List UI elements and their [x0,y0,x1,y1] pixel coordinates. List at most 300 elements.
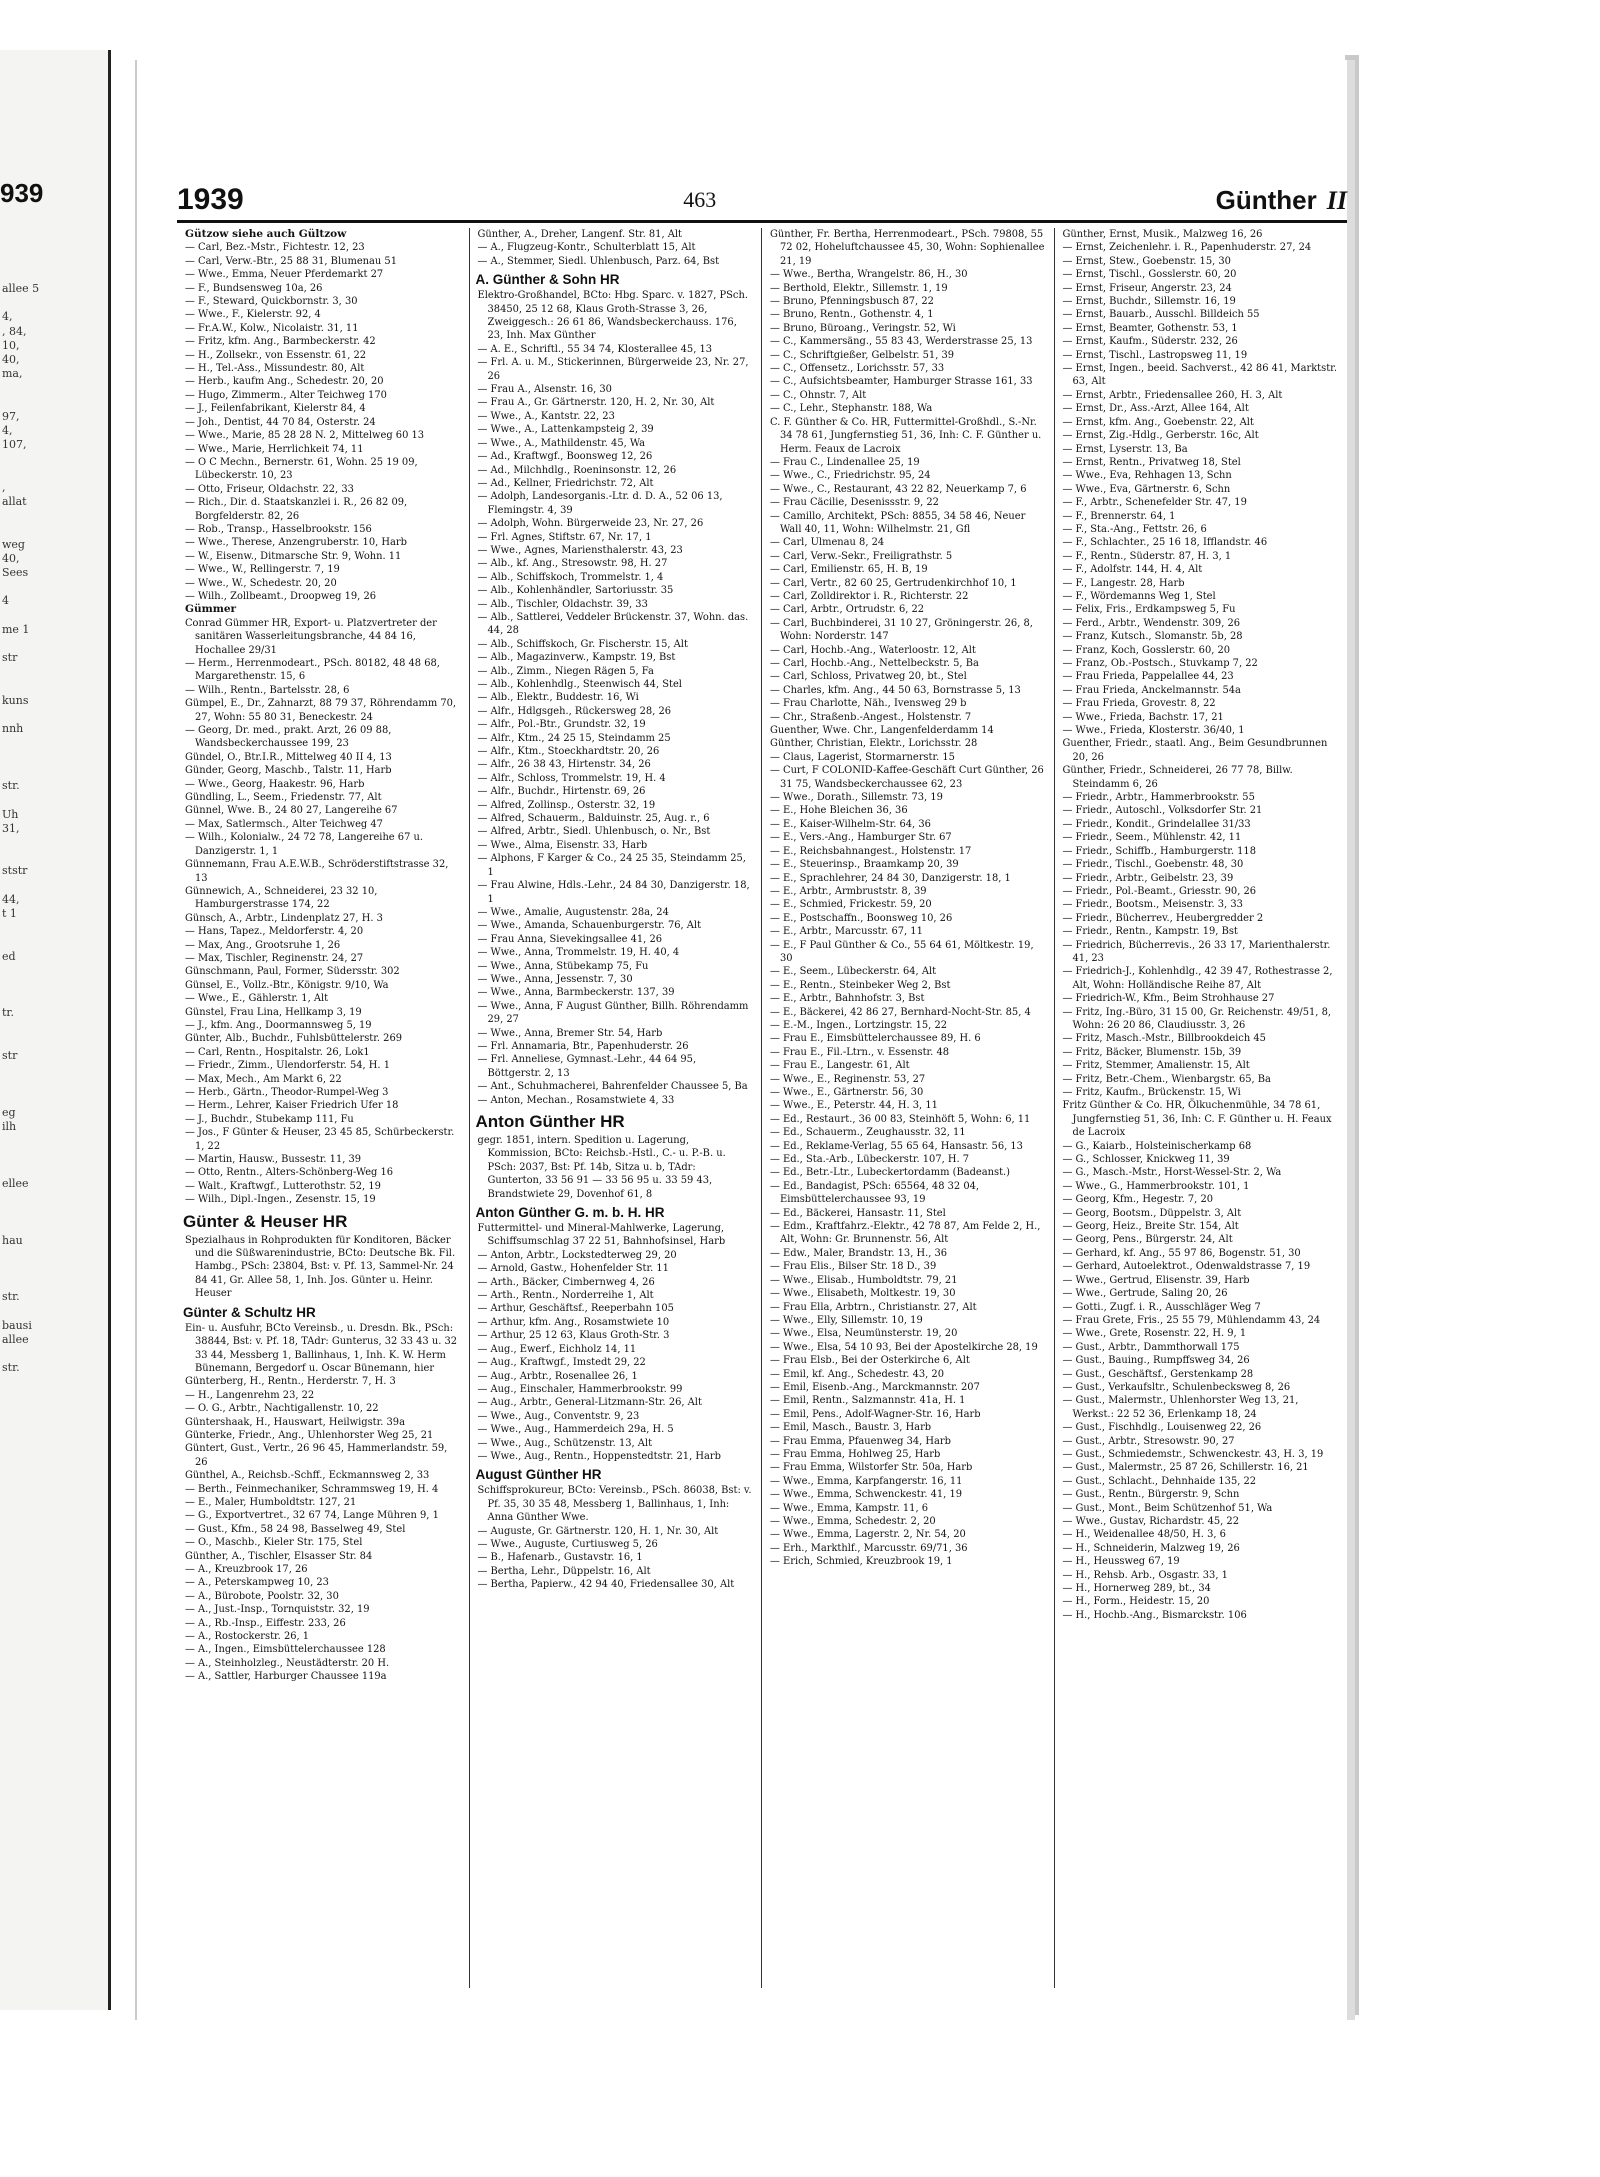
directory-entry: — Franz, Koch, Gosslerstr. 60, 20 [1062,644,1231,656]
column-4 [1055,228,1348,1988]
directory-entry: — Wwe., Emma, Karpfangerstr. 16, 11 [770,1475,963,1487]
directory-entry: — Gust., Fischhdlg., Louisenweg 22, 26 [1062,1422,1262,1434]
directory-entry: — Gust., Verkaufsltr., Schulenbecksweg 8, 26 [1062,1381,1291,1393]
directory-entry: — Gust., Malermstr., 25 87 26, Schillerstr. 16, 21 [1062,1462,1309,1474]
previous-page-fragment [2,1305,39,1319]
directory-entry: — H., Zollsekr., von Essenstr. 61, 22 [185,349,367,361]
directory-entry: — Wwe., Emma, Schedestr. 2, 20 [770,1516,936,1527]
previous-page-fragment [2,396,39,410]
directory-entry: — Frau Alwine, Hdls.-Lehr., 24 84 30, Danzigerstr. 18, 1 [477,880,750,905]
directory-entry: — Friedr., Schiffb., Hamburgerstr. 118 [1062,845,1256,857]
directory-entry: — Chr., Straßenb.-Angest., Holstenstr. 7 [770,711,972,723]
directory-entry: — Ed., Sta.-Arb., Lübeckerstr. 107, H. 7 [770,1154,970,1166]
directory-entry: — Gust., Kfm., 58 24 98, Basselweg 49, Stel [185,1523,406,1535]
directory-entry: — Wwe., A., Lattenkampsteig 2, 39 [477,424,654,436]
directory-entry: — Wwe., Aug., Conventstr. 9, 23 [477,1410,640,1422]
previous-page-fragment: tr. [2,1006,14,1020]
directory-entry: — Alb., Schiffskoch, Gr. Fischerstr. 15, Alt [477,638,688,650]
directory-entry: — Ad., Kellner, Friedrichstr. 72, Alt [477,477,654,489]
page-year: 1939 [177,183,244,216]
previous-page-fragment [2,836,39,850]
directory-entry: — Frl. Annamaria, Btr., Papenhuderstr. 26 [477,1040,689,1052]
directory-entry: — Rob., Transp., Hasselbrookstr. 156 [185,523,372,535]
directory-entry: — Ernst, Lyserstr. 13, Ba [1062,443,1188,455]
directory-entry: — F., Wördemanns Weg 1, Stel [1062,590,1216,602]
directory-entry: — Georg, Dr. med., prakt. Arzt, 26 09 88, Wandsbeckerchaussee 199, 23 [185,725,392,750]
directory-page [135,60,1347,2020]
previous-page-fragment [2,1148,39,1162]
directory-entry: — Ernst, Zeichenlehr. i. R., Papenhuderstr. 27, 24 [1062,242,1312,254]
directory-entry: — Ernst, Bauarb., Ausschl. Billdeich 55 [1062,309,1260,321]
directory-entry: — B., Hafenarb., Gustavstr. 16, 1 [477,1552,643,1564]
directory-entry: Günder, Georg, Maschb., Talstr. 11, Harb [185,765,392,777]
directory-entry: — F., Bundsensweg 10a, 26 [185,282,323,294]
directory-entry: — H., Hochb.-Ang., Bismarckstr. 106 [1062,1609,1247,1621]
previous-page-fragment [2,1134,39,1148]
directory-entry: Günthel, A., Reichsb.-Schff., Eckmannsweg 2, 33 [185,1470,430,1482]
directory-entry: — Frau Grete, Fris., 25 55 79, Mühlendamm 43, 24 [1062,1314,1321,1326]
directory-entry: — Frau Frieda, Anckelmannstr. 54a [1062,684,1241,696]
directory-entry: Guenther, Friedr., staatl. Ang., Beim Gesundbrunnen 20, 26 [1062,738,1328,763]
directory-entry: — Edw., Maler, Brandstr. 13, H., 36 [770,1247,948,1259]
directory-entry: — Wwe., Frieda, Klosterstr. 36/40, 1 [1062,725,1245,737]
directory-entry: — Gust., Arbtr., Stresowstr. 90, 27 [1062,1435,1235,1447]
previous-page-fragment: kuns [2,693,29,707]
directory-entry: — F., Steward, Quickbornstr. 3, 30 [185,296,358,308]
previous-page-fragment [2,665,39,679]
directory-entry: — E., Hohe Bleichen 36, 36 [770,805,908,817]
directory-entry: — Bruno, Büroang., Veringstr. 52, Wi [770,322,956,334]
directory-entry: — Frau Elsb., Bei der Osterkirche 6, Alt [770,1355,970,1367]
running-name: Günther [1215,184,1317,215]
directory-entry: — Georg, Heiz., Breite Str. 154, Alt [1062,1221,1239,1233]
directory-entry: — Georg, Kfm., Hegestr. 7, 20 [1062,1194,1214,1206]
directory-entry: — Wwe., E., Gählerstr. 1, Alt [185,993,329,1005]
previous-page-fragment: eg [2,1105,16,1119]
directory-entry: — Adolph, Wohn. Bürgerweide 23, Nr. 27, 26 [477,518,704,530]
directory-entry: — Wwe., Marie, 85 28 28 N. 2, Mittelweg 60 13 [185,430,425,442]
directory-entry: — Arthur, Geschäftsf., Reeperbahn 105 [477,1303,674,1315]
directory-entry: — G., Schlosser, Knickweg 11, 39 [1062,1154,1230,1166]
directory-entry: — E., Seem., Lübeckerstr. 64, Alt [770,966,937,978]
directory-entry: — Fritz, kfm. Ang., Barmbeckerstr. 42 [185,336,376,348]
directory-entry: — A., Rb.-Insp., Eiffestr. 233, 26 [185,1617,346,1629]
directory-entry: — Emil, Eisenb.-Ang., Marckmannstr. 207 [770,1381,980,1393]
directory-entry: — Alfr., Ktm., Stoeckhardtstr. 20, 26 [477,746,660,758]
directory-entry: C. F. Günther & Co. HR, Futtermittel-Großhdl., S.-Nr. 34 78 61, Jungfernstieg 51, 36, Inh: C. F. Günther u. Herm. Feaux de Lacroix [770,416,1042,455]
directory-entry: — Ernst, Tischl., Lastropsweg 11, 19 [1062,349,1248,361]
previous-page-fragment: str. [2,779,20,793]
directory-entry: — Frau E., Fil.-Ltrn., v. Essenstr. 48 [770,1046,950,1058]
directory-entry: — Alfr., Pol.-Btr., Grundstr. 32, 19 [477,719,646,731]
previous-page-fragment: , 84, [2,324,27,338]
directory-entry: — Friedr., Autoschl., Volksdorfer Str. 21 [1062,805,1263,817]
directory-entry: — Alfr., Ktm., 24 25 15, Steindamm 25 [477,732,671,744]
directory-entry: — Wwe., G., Hammerbrookstr. 101, 1 [1062,1180,1250,1192]
directory-entry: — Gust., Schmiedemstr., Schwenckestr. 43, H. 3, 19 [1062,1448,1324,1460]
directory-entry: — Ernst, Rentn., Privatweg 18, Stel [1062,456,1241,468]
directory-entry: — Aug., Kraftwgf., Imstedt 29, 22 [477,1357,646,1369]
directory-entry: — Wwe., Eva, Rehhagen 13, Schn [1062,470,1232,482]
directory-entry: — Emil, kf. Ang., Schedestr. 43, 20 [770,1368,944,1380]
directory-entry: Gündling, L., Seem., Friedenstr. 77, Alt [185,792,382,804]
firm-heading: A. Günther & Sohn HR [475,272,620,288]
directory-entry: — J., Buchdr., Stubekamp 111, Fu [185,1113,354,1125]
directory-entry: — Alfred, Zollinsp., Osterstr. 32, 19 [477,799,656,811]
previous-page-fragment: str [2,651,18,665]
directory-entry: — Frau E., Langestr. 61, Alt [770,1060,910,1072]
directory-entry: — Wwe., Bertha, Wrangelstr. 86, H., 30 [770,269,968,281]
directory-entry: — Erich, Schmied, Kreuzbrook 19, 1 [770,1556,953,1568]
directory-entry: — C., Lehr., Stephanstr. 188, Wa [770,403,933,415]
directory-entry: — Wwe., Agnes, Mariensthalerstr. 43, 23 [477,544,683,556]
directory-entry: gegr. 1851, intern. Spedition u. Lagerung, Kommission, BCto: Reichsb.-Hstl., C.- u. P.-B. u. PSch: 2037, Bst: Pf. 14b, Sitza u. b, TAdr: Gunterton, 33 56 91 — 33 56 95 u. 33 59 43, Brandstwiete 29, Dovenhof 61, 8 [477,1135,726,1200]
directory-entry: — Herm., Herrenmodeart., PSch. 80182, 48 48 68, Margarethenstr. 15, 6 [185,658,440,683]
directory-entry: — Alfr., Buchdr., Hirtenstr. 69, 26 [477,786,646,798]
directory-entry: — Wwe., E., Peterstr. 44, H. 3, 11 [770,1100,938,1112]
directory-entry: — E., Arbtr., Armbruststr. 8, 39 [770,885,927,897]
directory-entry: — E.-M., Ingen., Lortzingstr. 15, 22 [770,1019,948,1031]
directory-entry: — Wwe., Therese, Anzengruberstr. 10, Harb [185,537,407,549]
previous-page-fragment [2,964,39,978]
directory-entry: — Carl, Schloss, Privatweg 20, bt., Stel [770,671,967,683]
directory-entry: — Walt., Kraftwgf., Lutterothstr. 52, 19 [185,1180,381,1192]
directory-entry: — Felix, Fris., Erdkampsweg 5, Fu [1062,604,1236,616]
previous-page-fragment [2,609,39,623]
directory-entry: — F., Adolfstr. 144, H. 4, Alt [1062,564,1203,576]
directory-entry: — Emil, Masch., Baustr. 3, Harb [770,1422,932,1434]
directory-entry: — E., Arbtr., Bahnhofstr. 3, Bst [770,993,925,1005]
directory-entry: — Otto, Friseur, Oldachstr. 22, 33 [185,483,354,495]
directory-entry: — Rich., Dir. d. Staatskanzlei i. R., 26 82 09, Borgfelderstr. 82, 26 [185,497,408,522]
previous-page-fragment [2,1248,39,1262]
directory-entry: — Wwe., Marie, Herrlichkeit 74, 11 [185,443,364,455]
directory-entry: — Alb., Zimm., Niegen Rägen 5, Fa [477,665,654,677]
directory-entry: — C., Kammersäng., 55 83 43, Werderstrasse 25, 13 [770,336,1033,348]
previous-page-fragment: 10, [2,338,20,352]
directory-entry: — Bruno, Rentn., Gothenstr. 4, 1 [770,309,934,321]
directory-entry: — Wwe., Anna, Bremer Str. 54, Harb [477,1027,663,1039]
previous-page-fragment [2,1262,39,1276]
directory-entry: Günter, Alb., Buchdr., Fuhlsbüttelerstr. 269 [185,1033,403,1045]
previous-page-fragment: str. [2,1290,20,1304]
previous-page-fragment [2,921,39,935]
directory-entry: — Frl. Anneliese, Gymnast.-Lehr., 44 64 95, Böttgerstr. 2, 13 [477,1054,697,1079]
directory-entry: — Joh., Dentist, 44 70 84, Osterstr. 24 [185,416,376,428]
directory-entry: — A., Rostockerstr. 26, 1 [185,1631,310,1643]
directory-entry: — H., Tel.-Ass., Missundestr. 80, Alt [185,363,365,375]
directory-entry: — W., Eisenw., Ditmarsche Str. 9, Wohn. 11 [185,550,402,562]
directory-entry: — A., Steinholzleg., Neustädterstr. 20 H. [185,1657,390,1669]
previous-page-fragment [2,793,39,807]
directory-entry: — Wwe., Elsa, 54 10 93, Bei der Apostelkirche 28, 19 [770,1341,1038,1353]
directory-entry: Fritz Günther & Co. HR, Ölkuchenmühle, 34 78 61, Jungfernstieg 51, 36, Inh: C. F. Günther u. H. Feaux de Lacroix [1062,1100,1332,1139]
previous-page-fragment [2,1021,39,1035]
directory-entry: — Frl. Agnes, Stiftstr. 67, Nr. 17, 1 [477,531,652,543]
directory-entry: Günnel, Wwe. B., 24 80 27, Langereihe 67 [185,805,398,817]
directory-entry: — Hugo, Zimmerm., Alter Teichweg 170 [185,389,387,401]
directory-entry: — Fritz, Betr.-Chem., Wienbargstr. 65, Ba [1062,1073,1271,1085]
directory-entry: — H., Heussweg 67, 19 [1062,1556,1180,1568]
directory-entry: — Ernst, Tischl., Gosslerstr. 60, 20 [1062,269,1237,281]
directory-entry: — Ernst, kfm. Ang., Goebenstr. 22, Alt [1062,416,1254,428]
directory-entry: — Wwe., Elisab., Humboldtstr. 79, 21 [770,1274,958,1286]
directory-entry: — Adolph, Landesorganis.-Ltr. d. D. A., 52 06 13, Flemingstr. 4, 39 [477,491,723,516]
previous-page-fragment [2,680,39,694]
previous-page-fragment: 31, [2,821,20,835]
directory-entry: — Wwe., Dorath., Sillemstr. 73, 19 [770,792,943,804]
directory-entry: — Frau A., Alsenstr. 16, 30 [477,384,612,396]
previous-page-fragment [2,1191,39,1205]
directory-entry: — Frau Cäcilie, Desenissstr. 9, 22 [770,497,939,509]
directory-entry: — Wwe., A., Kantstr. 22, 23 [477,410,615,422]
directory-entry: — Georg, Pens., Bürgerstr. 24, Alt [1062,1234,1233,1246]
directory-entry: — Wwe., Georg, Haakestr. 96, Harb [185,778,365,790]
previous-page-fragment: allee [2,1333,29,1347]
previous-page-fragment: nnh [2,722,24,736]
directory-entry: — Friedr., Zimm., Ulendorferstr. 54, H. 1 [185,1060,390,1072]
directory-entry: — Alfr., Hdlgsgeh., Rückersweg 28, 26 [477,705,672,717]
firm-heading: Anton Günther G. m. b. H. HR [475,1205,665,1221]
previous-page-fragment: me 1 [2,622,30,636]
directory-entry: — Fritz, Bäcker, Blumenstr. 15b, 39 [1062,1046,1242,1058]
directory-entry: — Gerhard, Autoelektrot., Odenwaldstrasse 7, 19 [1062,1261,1311,1273]
directory-entry: Günsch, A., Arbtr., Lindenplatz 27, H. 3 [185,912,383,924]
previous-page-fragment [2,708,39,722]
directory-entry: — Max, Tischler, Reginenstr. 24, 27 [185,952,364,964]
directory-entry: — H., Schneiderin, Malzweg 19, 26 [1062,1542,1240,1554]
directory-entry: — Erh., Markthlf., Marcusstr. 69/71, 36 [770,1542,968,1554]
directory-entry: — Ernst, Dr., Ass.-Arzt, Allee 164, Alt [1062,403,1249,415]
directory-entry: — C., Schriftgießer, Gelbelstr. 51, 39 [770,349,955,361]
directory-entry: — Arth., Bäcker, Cimbernweg 4, 26 [477,1276,655,1288]
previous-page-fragment: Uh [2,807,19,821]
directory-entry: — E., Rentn., Steinbeker Weg 2, Bst [770,979,951,991]
directory-entry: — Frau C., Lindenallee 25, 19 [770,456,920,468]
directory-entry: — Wwe., C., Friedrichstr. 95, 24 [770,470,931,482]
previous-page-fragment: str [2,1048,18,1062]
directory-entry: — Carl, Ulmenau 8, 24 [770,537,885,549]
directory-entry: Günterke, Friedr., Ang., Uhlenhorster Weg 25, 21 [185,1429,434,1441]
directory-entry: Guenther, Wwe. Chr., Langenfelderdamm 14 [770,725,994,737]
directory-entry: — Georg, Bootsm., Düppelstr. 3, Alt [1062,1207,1242,1219]
previous-page-fragment [2,879,39,893]
previous-page-fragment: , [2,480,6,494]
directory-entry: — H., Rehsb. Arb., Osgastr. 33, 1 [1062,1569,1228,1581]
directory-entry: — Friedr., Tischl., Goebenstr. 48, 30 [1062,859,1244,871]
directory-entry: — E., Reichsbahnangest., Holstenstr. 17 [770,845,972,857]
directory-entry: — Frau Charlotte, Näh., Ivensweg 29 b [770,698,967,710]
directory-entry: — Wwe., Alma, Eisenstr. 33, Harb [477,839,648,851]
directory-entry: — Wwe., Emma, Kampstr. 11, 6 [770,1502,929,1514]
directory-entry: — Carl, Verw.-Btr., 25 88 31, Blumenau 51 [185,255,397,267]
directory-entry: — E., Bäckerei, 42 86 27, Bernhard-Nocht-Str. 85, 4 [770,1006,1031,1018]
directory-entry: — Alfr., 26 38 43, Hirtenstr. 34, 26 [477,759,651,771]
directory-entry: — Frau Frieda, Grovestr. 8, 22 [1062,698,1216,710]
directory-entry: — A., Just.-Insp., Tornquiststr. 32, 19 [185,1604,370,1616]
directory-entry: — Wilh., Zollbeamt., Droopweg 19, 26 [185,590,377,602]
directory-entry: — Friedrich, Bücherrevis., 26 33 17, Marienthalerstr. 41, 23 [1062,939,1331,964]
directory-entry: — Carl, Buchbinderei, 31 10 27, Gröningerstr. 26, 8, Wohn: Norderstr. 147 [770,617,1033,643]
directory-entry: — Gust., Bauing., Rumpffsweg 34, 26 [1062,1355,1250,1367]
directory-entry: — Martin, Hausw., Bussestr. 11, 39 [185,1154,362,1166]
directory-entry: — E., Postschaffn., Boonsweg 10, 26 [770,912,953,924]
directory-entry: — Herb., kaufm Ang., Schedestr. 20, 20 [185,376,384,388]
directory-entry: — A., Stemmer, Siedl. Uhlenbusch, Parz. 64, Bst [477,255,720,267]
previous-page-fragment [2,751,39,765]
directory-entry: — O., Maschb., Kieler Str. 175, Stel [185,1537,363,1549]
previous-page-fragments [2,282,39,1376]
directory-entry: — C., Offensetz., Lorichsstr. 57, 33 [770,363,945,375]
directory-entry: — C., Aufsichtsbeamter, Hamburger Strasse 161, 33 [770,376,1033,388]
directory-entry: — Ernst, Beamter, Gothenstr. 53, 1 [1062,322,1238,334]
directory-entry: — J., kfm. Ang., Doormannsweg 5, 19 [185,1019,372,1031]
directory-entry: — Wwe., C., Restaurant, 43 22 82, Neuerkamp 7, 6 [770,483,1027,495]
directory-entry: Futtermittel- und Mineral-Mahlwerke, Lagerung, Schiffsumschlag 37 22 51, Bahnhofsinsel, Harb [477,1223,726,1248]
previous-page-fragment [2,1035,39,1049]
directory-entry: — Frau Emma, Pfauenweg 34, Harb [770,1435,951,1447]
directory-entry: — Wwe., Amanda, Schauenburgerstr. 76, Alt [477,920,702,932]
directory-entry: — Frau Ella, Arbtrn., Christianstr. 27, Alt [770,1301,977,1313]
directory-entry: — Max, Ang., Grootsruhe 1, 26 [185,939,341,951]
directory-entry: Conrad Gümmer HR, Export- u. Platzvertreter der sanitären Wasserleitungsbranche, 44 84 16, Hochallee 29/31 [185,617,437,656]
directory-entry: Güntershaak, H., Hauswart, Heilwigstr. 39a [185,1416,405,1428]
directory-entry: — Gerhard, kf. Ang., 55 97 86, Bogenstr. 51, 30 [1062,1247,1301,1259]
directory-entry: — Gotti., Zugf. i. R., Ausschläger Weg 7 [1062,1301,1261,1313]
previous-page-fragment: ma, [2,367,23,381]
directory-entry: — Wwe., Anna, Jessenstr. 7, 30 [477,973,633,985]
directory-entry: — Ant., Schuhmacherei, Bahrenfelder Chaussee 5, Ba [477,1081,748,1093]
directory-entry: — Gust., Schlacht., Dehnhaide 135, 22 [1062,1475,1257,1487]
directory-entry: Güntert, Gust., Vertr., 26 96 45, Hammerlandstr. 59, 26 [185,1443,448,1468]
previous-page-edge [0,50,111,2010]
directory-entry: — Frau E., Eimsbüttelerchaussee 89, H. 6 [770,1033,981,1045]
directory-entry: — E., Sprachlehrer, 24 84 30, Danzigerstr. 18, 1 [770,872,1011,884]
directory-entry: — Arnold, Gastw., Hohenfelder Str. 11 [477,1263,669,1275]
directory-entry: — Ernst, Zig.-Hdlg., Gerberstr. 16c, Alt [1062,430,1259,442]
directory-entry: — H., Langenrehm 23, 22 [185,1389,315,1401]
directory-entry: — Wwe., E., Reginenstr. 53, 27 [770,1073,926,1085]
directory-entry: — Alb., Elektr., Buddestr. 16, Wi [477,692,639,704]
directory-entry: — Wwe., Elsa, Neumünsterstr. 19, 20 [770,1328,958,1340]
page-edge-shadow [1345,55,1359,2015]
directory-entry: — F., Rentn., Süderstr. 87, H. 3, 1 [1062,550,1232,562]
volume-marker: II [1326,185,1347,215]
directory-entry: — Fritz, Masch.-Mstr., Billbrookdeich 45 [1062,1033,1266,1045]
previous-page-fragment [2,467,39,481]
previous-page-fragment [2,1276,39,1290]
directory-entry: — Wwe., Gertrude, Saling 20, 26 [1062,1288,1228,1300]
directory-entry: — Wilh., Rentn., Bartelsstr. 28, 6 [185,684,350,696]
directory-entry: — Charles, kfm. Ang., 44 50 63, Bornstrasse 5, 13 [770,684,1021,696]
previous-page-fragment [2,637,39,651]
directory-entry: — Auguste, Gr. Gärtnerstr. 120, H. 1, Nr. 30, Alt [477,1525,719,1537]
directory-entry: — Frau A., Gr. Gärtnerstr. 120, H. 2, Nr. 30, Alt [477,397,715,409]
directory-entry: — Wwe., Aug., Hammerdeich 29a, H. 5 [477,1424,674,1436]
previous-page-fragment [2,1219,39,1233]
directory-entry: — Alb., kf. Ang., Stresowstr. 98, H. 27 [477,558,668,570]
previous-page-fragment: 40, [2,551,20,565]
directory-entry: — Frau Emma, Wilstorfer Str. 50a, Harb [770,1462,973,1474]
directory-entry: — Friedrich-J., Kohlenhdlg., 42 39 47, Rothestrasse 2, Alt, Wohn: Holländische Reihe 87, Alt [1062,966,1333,991]
previous-page-fragment [2,1163,39,1177]
directory-entry: — E., Vers.-Ang., Hamburger Str. 67 [770,832,952,844]
previous-page-header: 939 [0,178,44,208]
directory-entry: Günther, Friedr., Schneiderei, 26 77 78, Billw. Steindamm 6, 26 [1062,765,1293,790]
firm-heading: Günter & Schultz HR [183,1304,316,1320]
directory-entry: — Jos., F Günter & Heuser, 23 45 85, Schürbeckerstr. 1, 22 [185,1127,455,1152]
directory-entry: — Friedrich-W., Kfm., Beim Strohhause 27 [1062,993,1275,1005]
directory-entry: — Bertha, Lehr., Düppelstr. 16, Alt [477,1565,651,1577]
directory-entry: Günther, Christian, Elektr., Lorichsstr. 28 [770,738,978,750]
column-2 [470,228,763,1988]
directory-entry: — G., Kaiarb., Holsteinischerkamp 68 [1062,1140,1252,1152]
previous-page-fragment: 40, [2,353,20,367]
directory-entry: Günterberg, H., Rentn., Herderstr. 7, H. 3 [185,1376,396,1388]
directory-entry: — Ernst, Ingen., beeid. Sachverst., 42 86 41, Marktstr. 63, Alt [1062,363,1337,388]
previous-page-fragment [2,1063,39,1077]
directory-entry: Günnemann, Frau A.E.W.B., Schröderstiftstrasse 32, 13 [185,859,449,884]
directory-entry: — Wwe., Aug., Rentn., Hoppenstedtstr. 21, Harb [477,1450,721,1462]
directory-entry: — Hans, Tapez., Meldorferstr. 4, 20 [185,926,364,938]
directory-entry: — Alb., Sattlerei, Veddeler Brückenstr. 37, Wohn. das. 44, 28 [477,611,749,637]
directory-entry: — Franz, Kutsch., Slomanstr. 5b, 28 [1062,631,1243,643]
directory-entry: Gützow siehe auch Gültzow [185,228,347,240]
directory-entry: Günther, A., Dreher, Langenf. Str. 81, Alt [477,229,682,240]
directory-entry: — Wwe., E., Gärtnerstr. 56, 30 [770,1087,924,1098]
directory-entry: — A., Ingen., Eimsbüttelerchaussee 128 [185,1644,386,1656]
directory-entry: — A., Peterskampweg 10, 23 [185,1577,329,1589]
directory-entry: — Alb., Kohlenhdlg., Steenwisch 44, Stel [477,679,682,690]
directory-entry: — Wwe., Emma, Lagerstr. 2, Nr. 54, 20 [770,1529,966,1541]
directory-entry: — Camillo, Architekt, PSch: 8855, 34 58 46, Neuer Wall 40, 11, Wohn: Wilhelmstr. 21, Gfl [770,510,1026,535]
firm-heading: Günter & Heuser HR [183,1211,348,1231]
previous-page-fragment [2,296,39,310]
directory-entry: — Wwe., Elisabeth, Moltkestr. 19, 30 [770,1288,956,1300]
directory-entry: — Ad., Kraftwgf., Boonsweg 12, 26 [477,451,653,463]
directory-entry: Elektro-Großhandel, BCto: Hbg. Sparc. v. 1827, PSch. 38450, 25 12 68, Klaus Groth-Strasse 3, 26, Zweiggesch.: 26 61 86, Wandsbeckerchauss. 176, 23, Inh. Max Günther [477,290,748,342]
previous-page-fragment: 4, [2,424,13,438]
previous-page-fragment: 4 [2,594,9,608]
directory-entry: — Emil, Rentn., Salzmannstr. 41a, H. 1 [770,1395,966,1407]
directory-entry: — Carl, Rentn., Hospitalstr. 26, Lok1 [185,1046,370,1058]
directory-entry: — Ed., Restaurt., 36 00 83, Steinhöft 5, Wohn: 6, 11 [770,1113,1031,1125]
directory-entry: — Wwe., F., Kielerstr. 92, 4 [185,309,321,321]
page-number: 463 [683,187,717,212]
directory-entry: Spezialhaus in Rohprodukten für Konditoren, Bäcker und die Süßwarenindustrie, BCto: Deutsche Bk. Fil. Hambg., PSch: 23804, Bst: v. Pf. 13, Sammel-Nr. 24 84 41, Gr. Allee 58, 1, Inh. Jos. Günter u. Heinr. Heuser [185,1234,456,1300]
directory-entry: — Fritz, Kaufm., Brückenstr. 15, Wi [1062,1087,1241,1098]
directory-entry: — Gust., Geschäftsf., Gerstenkamp 28 [1062,1368,1254,1380]
directory-entry: — Friedr., Bücherrev., Heubergredder 2 [1062,912,1264,924]
directory-entry: — Ed., Bäckerei, Hansastr. 11, Stel [770,1207,946,1219]
directory-entry: — Carl, Arbtr., Ortrudstr. 6, 22 [770,604,925,616]
column-3 [762,228,1055,1988]
directory-entry: — Wwe., Anna, Barmbeckerstr. 137, 39 [477,987,675,999]
directory-entry: — Alb., Tischler, Oldachstr. 39, 33 [477,598,648,610]
previous-page-fragment: hau [2,1233,23,1247]
directory-entry: — Alfr., Schloss, Trommelstr. 19, H. 4 [477,772,666,784]
previous-page-fragment [2,509,39,523]
directory-entry: — Wwe., W., Rellingerstr. 7, 19 [185,564,340,576]
directory-entry: — Arthur, kfm. Ang., Rosamstwiete 10 [477,1316,670,1328]
directory-entry: — J., Feilenfabrikant, Kielerstr 84, 4 [185,403,366,415]
directory-entry: Günther, A., Tischler, Elsasser Str. 84 [185,1550,373,1562]
directory-entry: Ein- u. Ausfuhr, BCto Vereinsb., u. Dresdn. Bk., PSch: 38844, Bst: v. Pf. 18, TAdr: Gunterus, 32 33 43 u. 32 33 44, Messberg 1, Ballinhaus, 1, Inh. K. W. Herm Bünemann, Bergedorf u. Oscar Bünemann, hier [185,1322,458,1374]
directory-entry: — Ed., Betr.-Ltr., Lubeckertordamm (Badeanst.) [770,1167,1011,1179]
previous-page-fragment [2,523,39,537]
directory-entry: — Friedr., Kondit., Grindelallee 31/33 [1062,818,1251,830]
directory-entry: — A. E., Schriftl., 55 34 74, Klosterallee 45, 13 [477,343,713,355]
